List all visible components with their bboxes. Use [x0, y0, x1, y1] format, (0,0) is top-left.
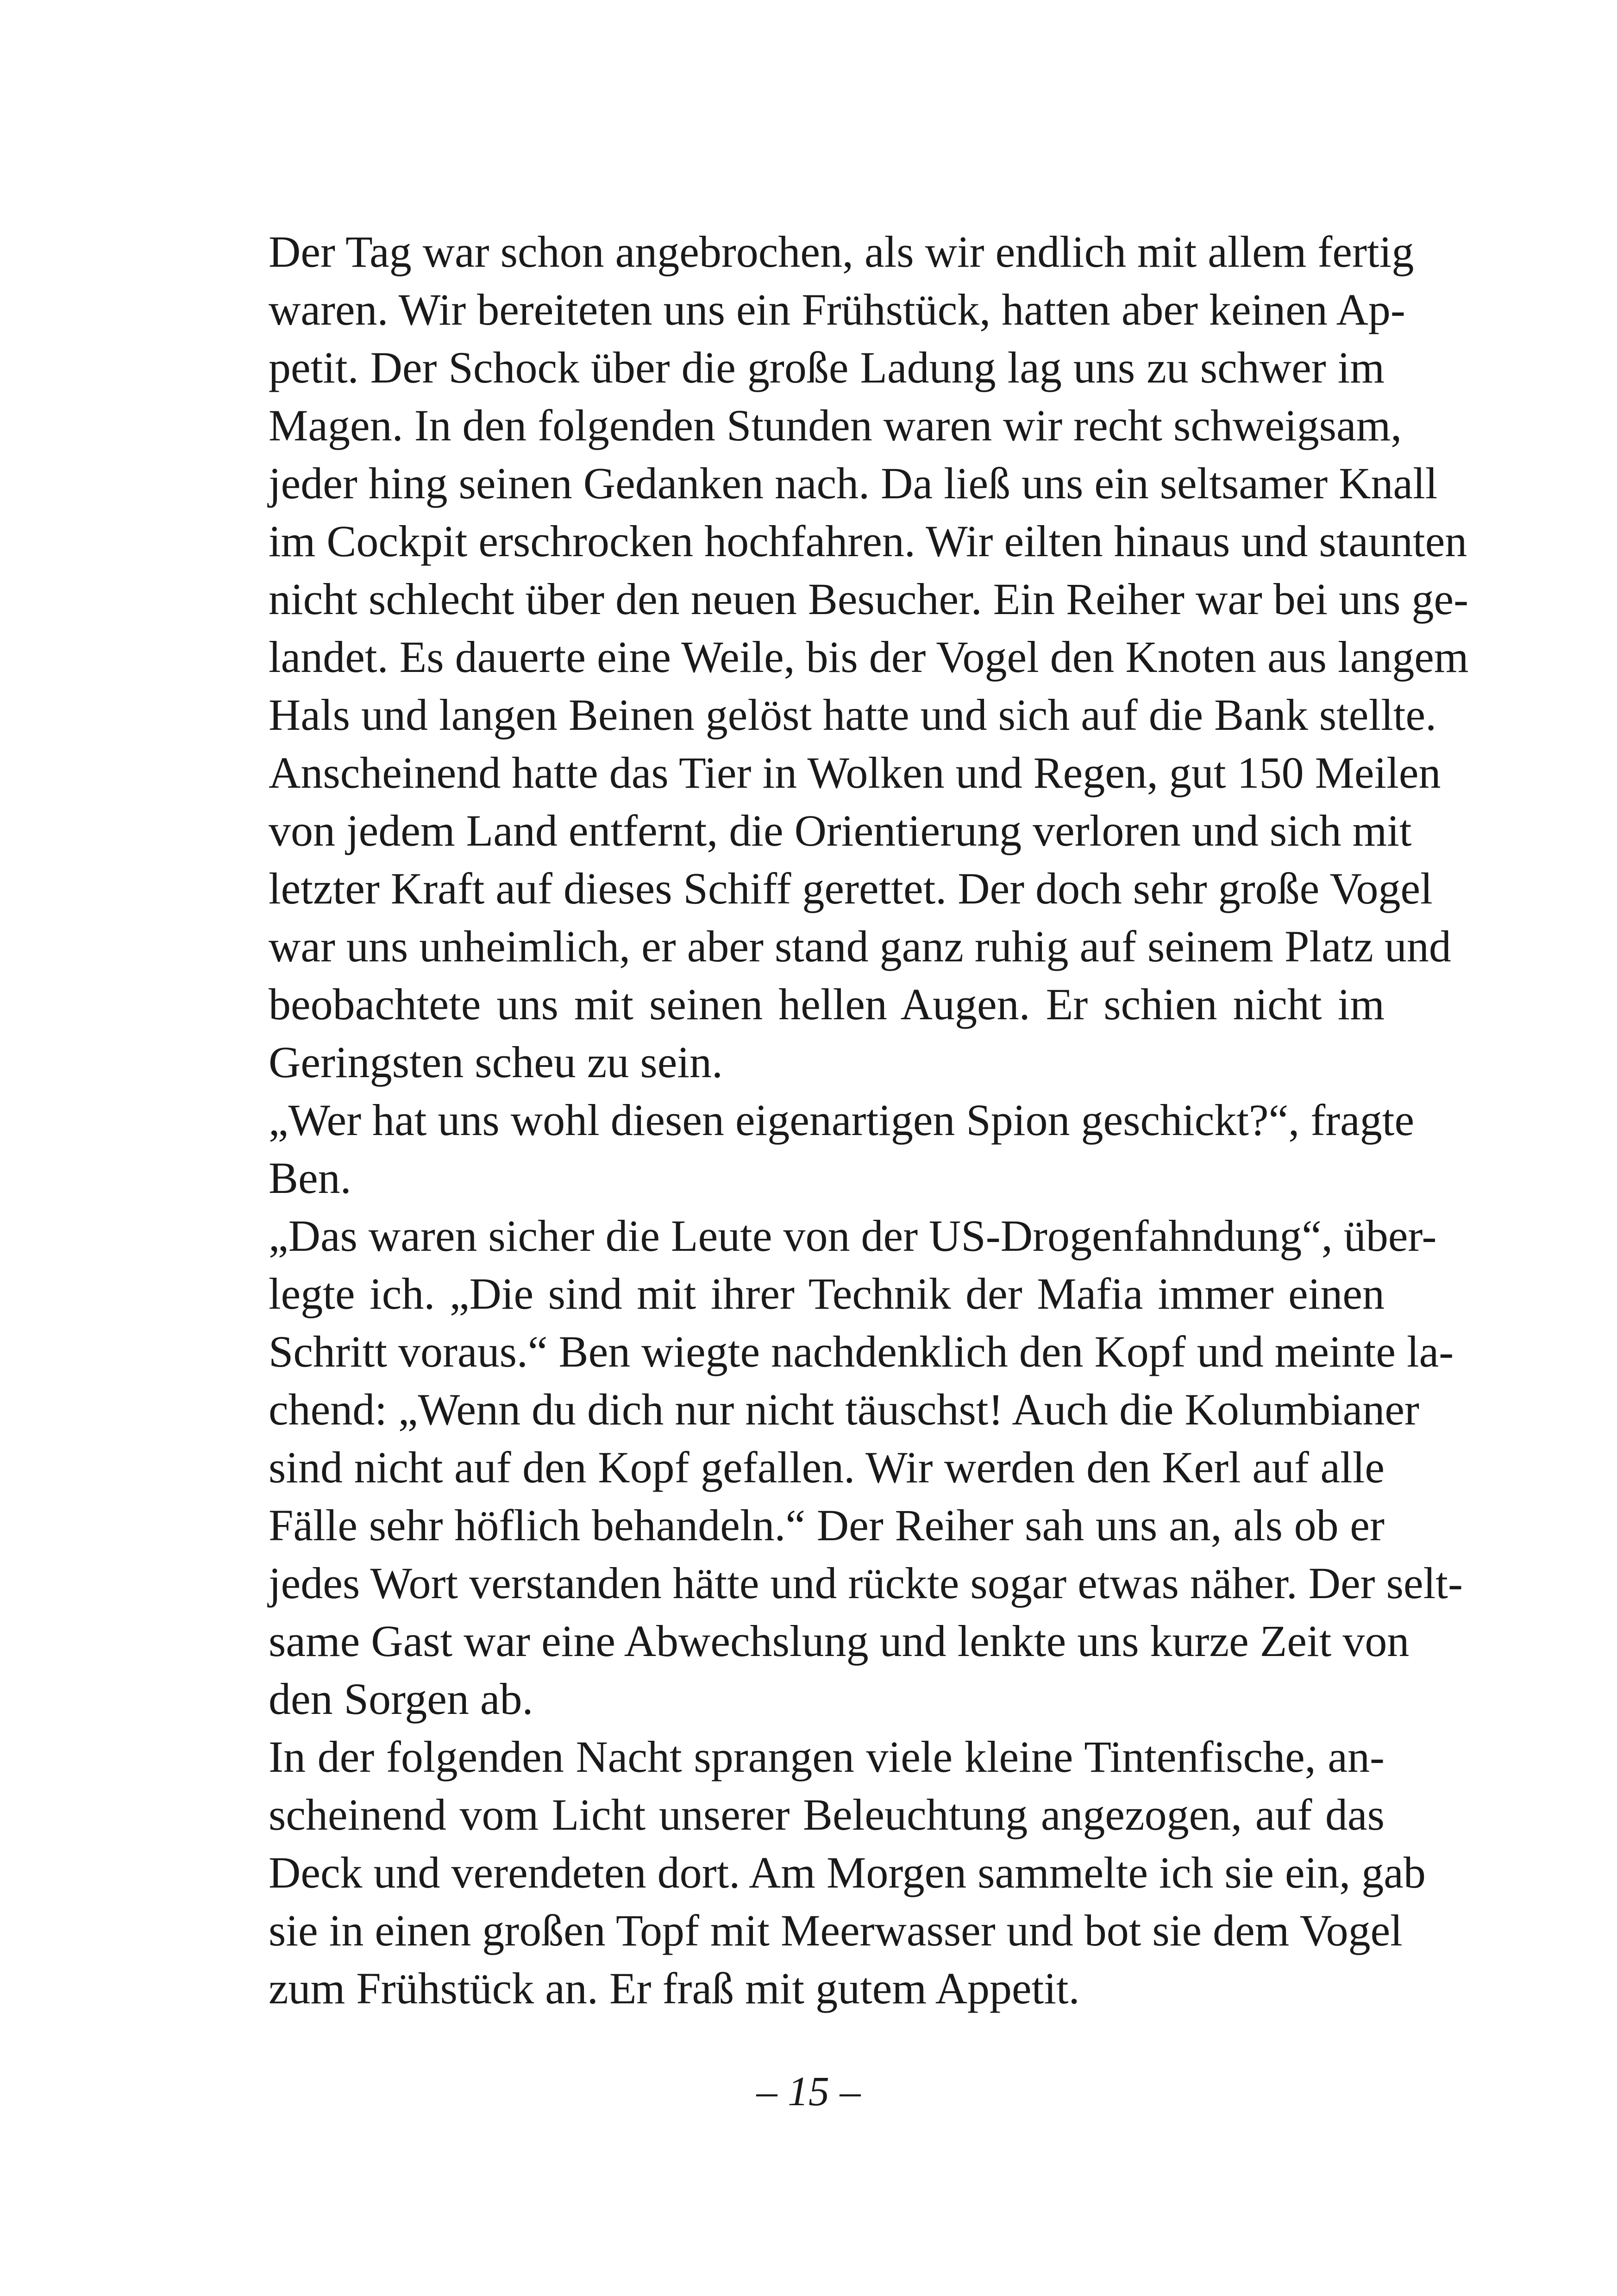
- text-line: sind nicht auf den Kopf gefallen. Wir werden den Kerl auf alle: [269, 1443, 1385, 1492]
- text-line: Hals und langen Beinen gelöst hatte und sich auf die Bank stellte.: [269, 690, 1437, 740]
- text-line: Geringsten scheu zu sein.: [269, 1037, 723, 1087]
- text-line: landet. Es dauerte eine Weile, bis der Vogel den Knoten aus langem: [269, 632, 1469, 682]
- body-text: [269, 223, 1469, 2017]
- text-line: same Gast war eine Abwechslung und lenkte uns kurze Zeit von: [269, 1616, 1410, 1666]
- text-line: „Das waren sicher die Leute von der US-Drogenfahndung“, über-: [269, 1211, 1437, 1261]
- text-line: Deck und verendeten dort. Am Morgen sammelte ich sie ein, gab: [269, 1848, 1426, 1897]
- text-line: „Wer hat uns wohl diesen eigenartigen Spion geschickt?“, fragte: [269, 1095, 1415, 1145]
- text-line: jedes Wort verstanden hätte und rückte sogar etwas näher. Der selt-: [269, 1558, 1463, 1608]
- text-line: zum Frühstück an. Er fraß mit gutem Appetit.: [269, 1964, 1080, 2013]
- text-line: Fälle sehr höflich behandeln.“ Der Reiher sah uns an, als ob er: [269, 1500, 1385, 1550]
- text-line: Schritt voraus.“ Ben wiegte nachdenklich den Kopf und meinte la-: [269, 1327, 1454, 1376]
- text-line: chend: „Wenn du dich nur nicht täuschst! Auch die Kolumbianer: [269, 1385, 1419, 1434]
- text-line: sie in einen großen Topf mit Meerwasser und bot sie dem Vogel: [269, 1906, 1403, 1955]
- text-line: petit. Der Schock über die große Ladung lag uns zu schwer im: [269, 343, 1385, 392]
- text-line: beobachtete uns mit seinen hellen Augen. Er schien nicht im: [269, 979, 1385, 1029]
- text-line: waren. Wir bereiteten uns ein Frühstück, hatten aber keinen Ap-: [269, 285, 1405, 334]
- text-line: In der folgenden Nacht sprangen viele kleine Tintenfische, an-: [269, 1732, 1385, 1782]
- text-line: letzter Kraft auf dieses Schiff gerettet. Der doch sehr große Vogel: [269, 864, 1433, 913]
- text-line: im Cockpit erschrocken hochfahren. Wir eilten hinaus und staunten: [269, 516, 1467, 566]
- text-line: Der Tag war schon angebrochen, als wir endlich mit allem fertig: [269, 227, 1414, 276]
- text-line: den Sorgen ab.: [269, 1674, 533, 1724]
- text-line: Anscheinend hatte das Tier in Wolken und Regen, gut 150 Meilen: [269, 748, 1441, 797]
- text-line: Ben.: [269, 1153, 351, 1203]
- page-number: – 15 –: [756, 2069, 861, 2114]
- text-line: von jedem Land entfernt, die Orientierung verloren und sich mit: [269, 806, 1412, 855]
- text-line: scheinend vom Licht unserer Beleuchtung angezogen, auf das: [269, 1790, 1385, 1839]
- text-line: jeder hing seinen Gedanken nach. Da ließ uns ein seltsamer Knall: [269, 458, 1438, 508]
- text-line: war uns unheimlich, er aber stand ganz ruhig auf seinem Platz und: [269, 922, 1451, 971]
- text-line: legte ich. „Die sind mit ihrer Technik der Mafia immer einen: [269, 1269, 1385, 1318]
- text-line: Magen. In den folgenden Stunden waren wir recht schweigsam,: [269, 401, 1402, 450]
- text-line: nicht schlecht über den neuen Besucher. Ein Reiher war bei uns ge-: [269, 574, 1469, 624]
